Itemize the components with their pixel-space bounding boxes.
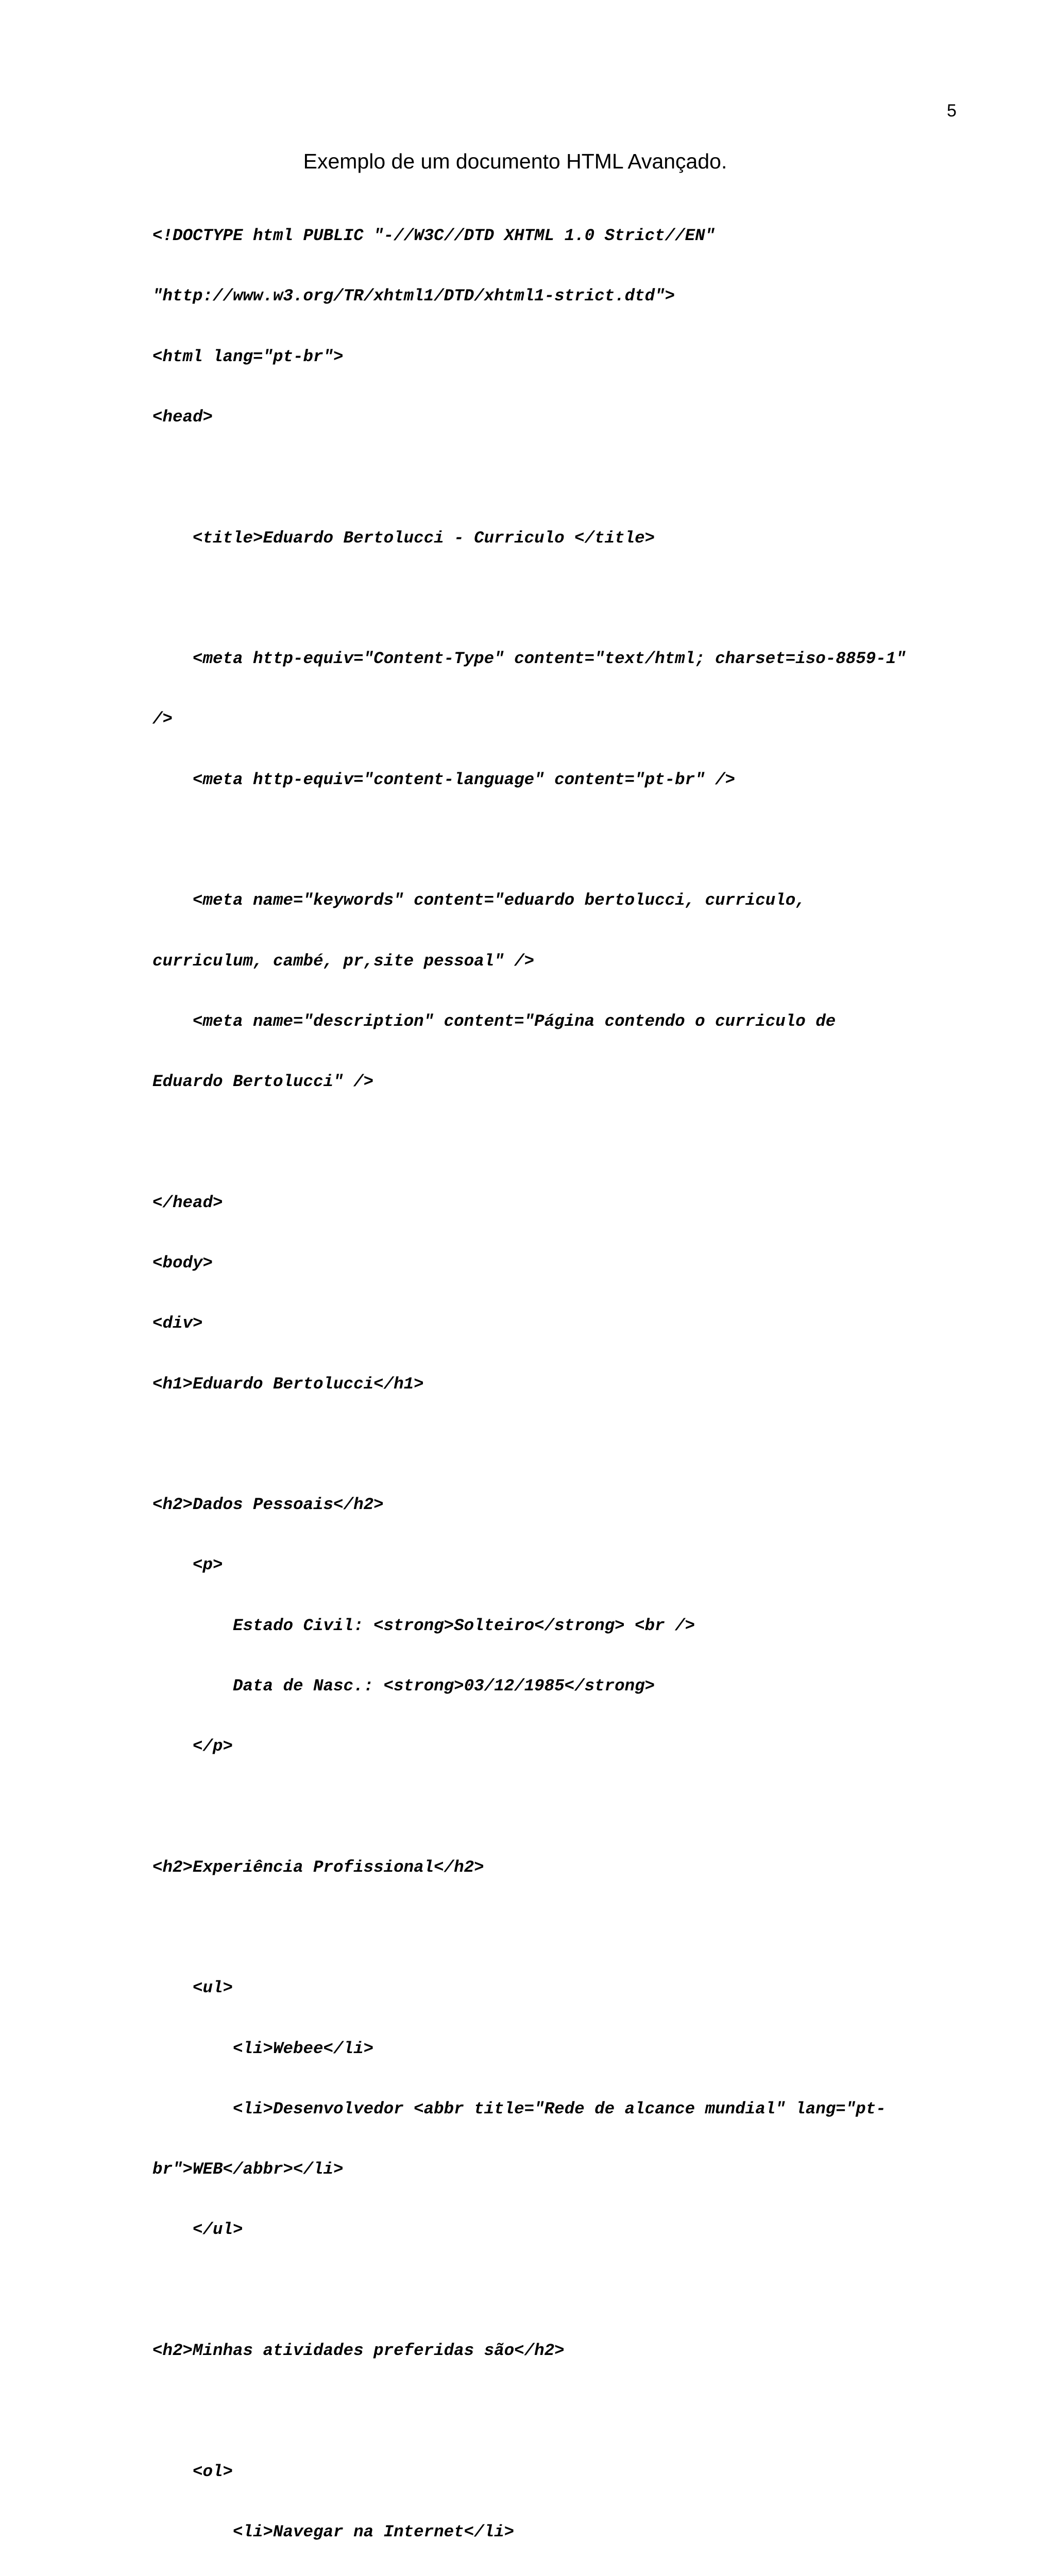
page-number: 5 — [947, 101, 957, 121]
code-line — [152, 2401, 906, 2421]
code-line: <meta http-equiv="content-language" content="pt-br" /> — [152, 770, 736, 789]
code-line: <h2>Dados Pessoais</h2> — [152, 1495, 384, 1515]
page-title — [0, 149, 1030, 174]
code-line: /> — [152, 709, 173, 729]
code-line: <meta name="keywords" content="eduardo bertolucci, curriculo, — [152, 891, 806, 910]
code-line — [152, 588, 906, 608]
code-line: <ol> — [152, 2462, 233, 2481]
code-line: <ul> — [152, 1978, 233, 1998]
code-line — [152, 830, 906, 850]
code-line: <!DOCTYPE html PUBLIC "-//W3C//DTD XHTML 1.0 Strict//EN" — [152, 226, 716, 246]
code-line — [152, 1797, 906, 1817]
code-line: <html lang="pt-br"> — [152, 347, 344, 366]
code-line: <h2>Experiência Profissional</h2> — [152, 1857, 484, 1877]
code-line — [152, 1132, 906, 1152]
page-title-text: Exemplo de um documento HTML Avançado. — [303, 149, 727, 173]
code-line: curriculum, cambé, pr,site pessoal" /> — [152, 951, 535, 971]
code-line: <h2>Minhas atividades preferidas são</h2> — [152, 2341, 565, 2361]
code-line: <li>Desenvolvedor <abbr title="Rede de alcance mundial" lang="pt- — [152, 2099, 886, 2119]
code-line: <div> — [152, 1314, 203, 1333]
code-line: <meta http-equiv="Content-Type" content="text/html; charset=iso-8859-1" — [152, 649, 906, 669]
code-line: <p> — [152, 1555, 223, 1575]
code-line: <body> — [152, 1253, 213, 1273]
code-line — [152, 1918, 906, 1938]
code-line: Estado Civil: <strong>Solteiro</strong> <br /> — [152, 1616, 695, 1635]
code-line: <li>Navegar na Internet</li> — [152, 2522, 515, 2541]
code-line: </p> — [152, 1737, 233, 1756]
code-line: <h1>Eduardo Bertolucci</h1> — [152, 1374, 424, 1394]
code-line — [152, 467, 906, 487]
code-line: </head> — [152, 1193, 223, 1212]
code-line: br">WEB</abbr></li> — [152, 2160, 344, 2179]
code-line: <title>Eduardo Bertolucci - Curriculo </title> — [152, 528, 655, 548]
code-line: <head> — [152, 408, 213, 427]
code-line — [152, 1434, 906, 1454]
code-line: <meta name="description" content="Página contendo o curriculo de — [152, 1011, 836, 1031]
code-line: <li>Webee</li> — [152, 2039, 374, 2058]
code-listing — [152, 185, 906, 2576]
code-line: Data de Nasc.: <strong>03/12/1985</strong> — [152, 1676, 655, 1696]
code-line: </ul> — [152, 2220, 243, 2240]
code-line: Eduardo Bertolucci" /> — [152, 1072, 374, 1092]
code-line — [152, 2280, 906, 2300]
code-line: "http://www.w3.org/TR/xhtml1/DTD/xhtml1-strict.dtd"> — [152, 286, 675, 306]
